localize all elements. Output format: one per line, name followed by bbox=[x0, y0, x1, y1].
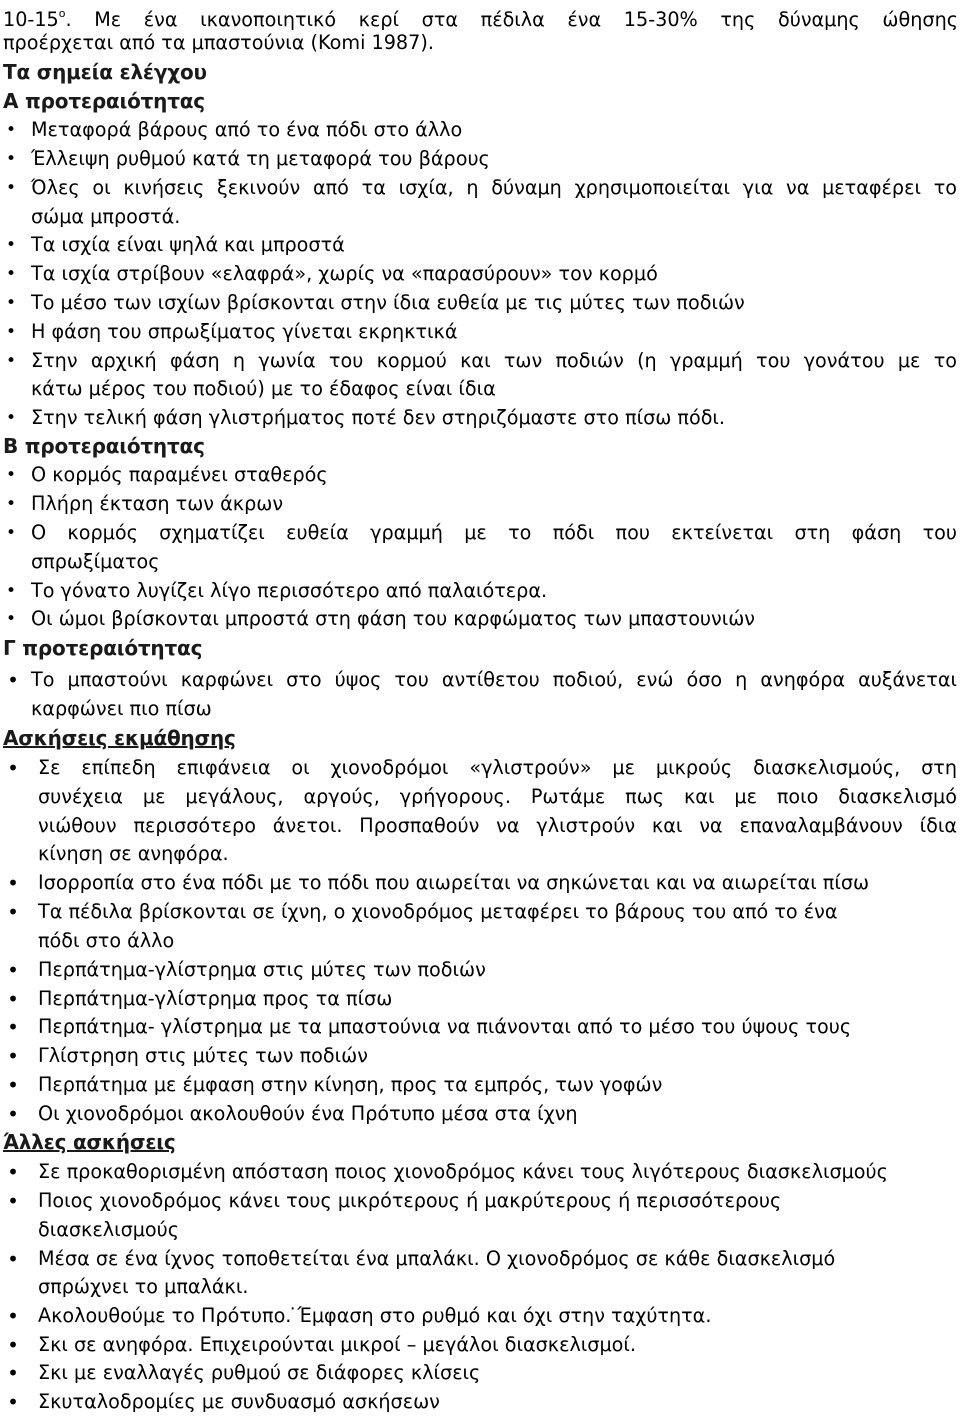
list-item: Η φάση του σπρωξίματος γίνεται εκρηκτικά bbox=[31, 320, 458, 343]
list-item-continuation: διασκελισμούς bbox=[38, 1218, 180, 1241]
list-item: Το γόνατο λυγίζει λίγο περισσότερο από παλαιότερα. bbox=[31, 579, 548, 602]
list-item-continuation: σώμα μπροστά. bbox=[31, 205, 181, 228]
list-item: Τα ισχία είναι ψηλά και μπροστά bbox=[31, 233, 345, 256]
list-item: Οι χιονοδρόμοι ακολουθούν ένα Πρότυπο μέσα στα ίχνη bbox=[38, 1102, 578, 1125]
list-item: Σε προκαθορισμένη απόσταση ποιος χιονοδρόμος κάνει τους λιγότερους διασκελισμούς bbox=[38, 1160, 888, 1183]
bullet-icon bbox=[5, 1187, 21, 1215]
list-item: Πλήρη έκταση των άκρων bbox=[31, 492, 284, 515]
bullet-icon bbox=[3, 404, 19, 432]
bullet-icon bbox=[5, 1071, 21, 1099]
list-item: Ακολουθούμε το Πρότυπο. ̇Έμφαση στο ρυθμό και όχι στην ταχύτητα. bbox=[38, 1304, 712, 1327]
bullet-icon bbox=[3, 519, 19, 547]
list-item: Στην τελική φάση γλιστρήματος ποτέ δεν στηριζόμαστε στο πίσω πόδι. bbox=[31, 406, 726, 429]
bullet-icon bbox=[5, 869, 21, 897]
intro-line-2: προέρχεται από τα μπαστούνια (Komi 1987). bbox=[3, 31, 434, 54]
priority-a-heading: Α προτεραιότητας bbox=[3, 89, 205, 113]
list-item: Το μέσο των ισχίων βρίσκονται στην ίδια ευθεία με τις μύτες των ποδιών bbox=[31, 291, 745, 314]
intro-temp: 10-15 bbox=[3, 8, 59, 31]
bullet-icon bbox=[5, 1359, 21, 1387]
list-item: Περπάτημα-γλίστρημα προς τα πίσω bbox=[38, 987, 393, 1010]
bullet-icon bbox=[3, 577, 19, 605]
list-item: Μέσα σε ένα ίχνος τοποθετείται ένα μπαλάκι. Ο χιονοδρόμος σε κάθε διασκελισμό bbox=[38, 1247, 836, 1270]
list-item-continuation: κίνηση σε ανηφόρα. bbox=[38, 842, 229, 865]
other-exercises-heading: Άλλες ασκήσεις bbox=[3, 1130, 176, 1154]
list-item: Σε επίπεδη επιφάνεια οι χιονοδρόμοι «γλιστρούν» με μικρούς διασκελισμούς, στη bbox=[38, 756, 957, 779]
list-item: Μεταφορά βάρους από το ένα πόδι στο άλλο bbox=[31, 118, 463, 141]
intro-degree: o bbox=[58, 7, 66, 20]
list-item: Σκι με εναλλαγές ρυθμού σε διάφορες κλίσεις bbox=[38, 1361, 481, 1384]
bullet-icon bbox=[3, 174, 19, 202]
bullet-icon bbox=[3, 116, 19, 144]
bullet-icon bbox=[3, 605, 19, 633]
list-item: Όλες οι κινήσεις ξεκινούν από τα ισχία, η δύναμη χρησιμοποιείται για να μεταφέρει το bbox=[31, 176, 957, 199]
list-item: Γλίστρηση στις μύτες των ποδιών bbox=[38, 1044, 368, 1067]
list-item: Ισορροπία στο ένα πόδι με το πόδι που αιωρείται να σηκώνεται και να αιωρείται πίσω bbox=[38, 871, 870, 894]
list-item: Περπάτημα-γλίστρημα στις μύτες των ποδιών bbox=[38, 958, 486, 981]
list-item-continuation: κάτω μέρος του ποδιού) με το έδαφος είναι ίδια bbox=[31, 377, 496, 400]
bullet-icon bbox=[3, 318, 19, 346]
bullet-icon bbox=[5, 754, 21, 782]
list-item: Σκυταλοδρομίες με συνδυασμό ασκήσεων bbox=[38, 1390, 440, 1413]
list-item-continuation: σπρώχνει το μπαλάκι. bbox=[38, 1275, 249, 1298]
bullet-icon bbox=[5, 898, 21, 926]
bullet-icon bbox=[5, 956, 21, 984]
list-item: Το μπαστούνι καρφώνει στο ύψος του αντίθετου ποδιού, ενώ όσο η ανηφόρα αυξάνεται bbox=[31, 668, 957, 691]
list-item: Στην αρχική φάση η γωνία του κορμού και των ποδιών (η γραμμή του γονάτου με το bbox=[31, 349, 957, 372]
bullet-icon bbox=[5, 1331, 21, 1359]
bullet-icon bbox=[3, 231, 19, 259]
bullet-icon bbox=[5, 985, 21, 1013]
bullet-icon bbox=[5, 1158, 21, 1186]
priority-b-heading: Β προτεραιότητας bbox=[3, 434, 205, 458]
list-item: Ποιος χιονοδρόμος κάνει τους μικρότερους ή μακρύτερους ή περισσότερους bbox=[38, 1189, 782, 1212]
bullet-icon bbox=[5, 1100, 21, 1128]
list-item: Περπάτημα με έμφαση στην κίνηση, προς τα εμπρός, των γοφών bbox=[38, 1073, 663, 1096]
list-item-continuation: συνέχεια με μεγάλους, αργούς, γρήγορους. Ρωτάμε πως και με ποιο διασκελισμό bbox=[38, 785, 957, 808]
list-item: Τα ισχία στρίβουν «ελαφρά», χωρίς να «παρασύρουν» τον κορμό bbox=[31, 262, 658, 285]
bullet-icon bbox=[5, 1042, 21, 1070]
list-item: Τα πέδιλα βρίσκονται σε ίχνη, ο χιονοδρόμος μεταφέρει το βάρους του από το ένα bbox=[38, 900, 838, 923]
bullet-icon bbox=[3, 461, 19, 489]
list-item-continuation: νιώθουν περισσότερο άνετοι. Προσπαθούν να γλιστρούν και να επαναλαμβάνουν ίδια bbox=[38, 814, 957, 837]
exercises-heading: Ασκήσεις εκμάθησης bbox=[3, 726, 236, 750]
list-item: Ο κορμός παραμένει σταθερός bbox=[31, 463, 328, 486]
bullet-icon bbox=[3, 347, 19, 375]
priority-c-heading: Γ προτεραιότητας bbox=[3, 636, 203, 660]
bullet-icon bbox=[5, 1388, 21, 1416]
list-item-continuation: καρφώνει πιο πίσω bbox=[31, 697, 212, 720]
list-item: Ο κορμός σχηματίζει ευθεία γραμμή με το πόδι που εκτείνεται στη φάση του bbox=[31, 521, 957, 544]
intro-text: . Με ένα ικανοποιητικό κερί στα πέδιλα ένα 15-30% της δύναμης ώθησης bbox=[65, 8, 958, 31]
list-item: Σκι σε ανηφόρα. Επιχειρούνται μικροί – μεγάλοι διασκελισμοί. bbox=[38, 1333, 636, 1356]
bullet-icon bbox=[3, 490, 19, 518]
bullet-icon bbox=[5, 1013, 21, 1041]
list-item-continuation: πόδι στο άλλο bbox=[38, 929, 175, 952]
bullet-icon bbox=[5, 1302, 21, 1330]
list-item: Έλλειψη ρυθμού κατά τη μεταφορά του βάρους bbox=[31, 147, 490, 170]
list-item: Οι ώμοι βρίσκονται μπροστά στη φάση του καρφώματος των μπαστουνιών bbox=[31, 607, 756, 630]
bullet-icon bbox=[3, 289, 19, 317]
list-item: Περπάτημα- γλίστρημα με τα μπαστούνια να πιάνονται από το μέσο του ύψους τους bbox=[38, 1015, 852, 1038]
bullet-icon bbox=[3, 260, 19, 288]
bullet-icon bbox=[5, 666, 21, 694]
bullet-icon bbox=[5, 1245, 21, 1273]
bullet-icon bbox=[3, 145, 19, 173]
list-item-continuation: σπρωξίματος bbox=[31, 550, 160, 573]
section-title: Τα σημεία ελέγχου bbox=[3, 60, 207, 84]
